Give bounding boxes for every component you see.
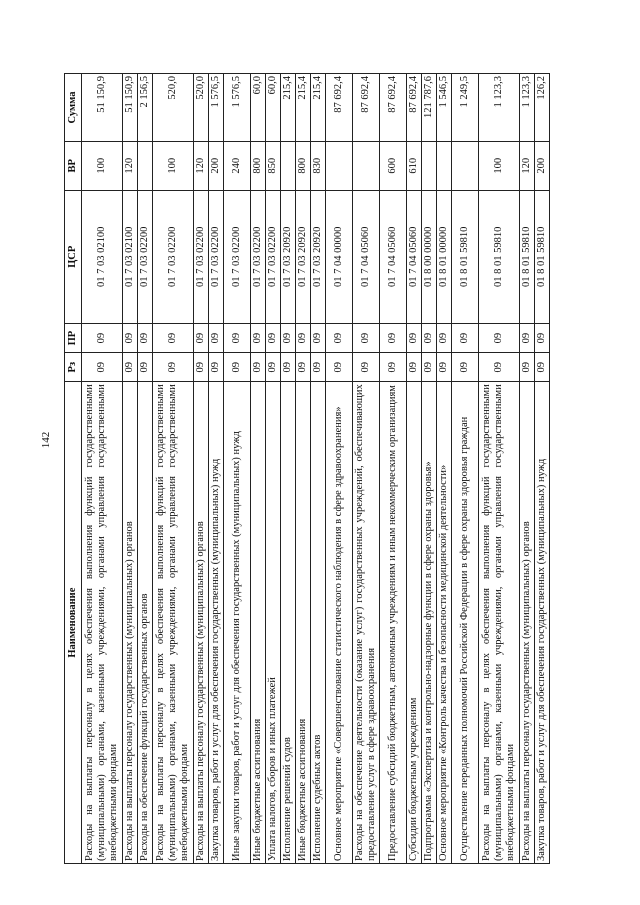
- cell-csr: 01 7 03 20920: [281, 190, 296, 323]
- cell-csr: 01 7 04 05060: [407, 190, 422, 323]
- cell-name: Исполнение решений судов: [281, 382, 296, 864]
- cell-sum: 1 249,5: [452, 74, 479, 142]
- cell-pr: 09: [209, 324, 224, 353]
- table-row: [194, 74, 209, 864]
- cell-rz: 09: [224, 353, 251, 382]
- cell-pr: 09: [520, 324, 535, 353]
- cell-csr: 01 7 03 02200: [251, 190, 266, 323]
- cell-vr: [452, 142, 479, 191]
- cell-pr: 09: [153, 324, 194, 353]
- cell-sum: 126,2: [535, 74, 550, 142]
- cell-sum: 87 692,4: [353, 74, 380, 142]
- cell-sum: 1 576,5: [209, 74, 224, 142]
- cell-vr: 200: [535, 142, 550, 191]
- cell-sum: 60,0: [266, 74, 281, 142]
- cell-vr: 610: [407, 142, 422, 191]
- cell-csr: 01 7 04 05060: [380, 190, 407, 323]
- cell-sum: 520,0: [194, 74, 209, 142]
- cell-vr: 120: [194, 142, 209, 191]
- cell-vr: 800: [251, 142, 266, 191]
- cell-csr: 01 7 03 02200: [194, 190, 209, 323]
- cell-pr: 09: [123, 324, 138, 353]
- cell-csr: 01 8 01 59810: [479, 190, 520, 323]
- cell-csr: 01 7 04 05060: [353, 190, 380, 323]
- cell-rz: 09: [123, 353, 138, 382]
- cell-pr: 09: [82, 324, 123, 353]
- cell-name: Осуществление переданных полномочий Российской Федерации в сфере охраны здоровья граждан: [452, 382, 479, 864]
- cell-csr: 01 7 03 02200: [224, 190, 251, 323]
- cell-sum: 1 576,5: [224, 74, 251, 142]
- table-row: [209, 74, 224, 864]
- cell-pr: 09: [353, 324, 380, 353]
- table-row: [353, 74, 380, 864]
- cell-vr: 120: [520, 142, 535, 191]
- cell-vr: 100: [479, 142, 520, 191]
- cell-sum: 1 123,3: [479, 74, 520, 142]
- cell-name: Расходы на выплаты персоналу государственных (муниципальных) органов: [520, 382, 535, 864]
- cell-sum: 87 692,4: [326, 74, 353, 142]
- table-row: [535, 74, 550, 864]
- rotated-page-content: [64, 73, 550, 864]
- cell-sum: 215,4: [281, 74, 296, 142]
- cell-pr: 09: [251, 324, 266, 353]
- cell-sum: 121 787,6: [422, 74, 437, 142]
- table-row: [311, 74, 326, 864]
- cell-name: Закупка товаров, работ и услуг для обеспечения государственных (муниципальных) нужд: [535, 382, 550, 864]
- cell-csr: 01 7 03 02200: [138, 190, 153, 323]
- cell-name: Расходы на выплаты персоналу государственных (муниципальных) органов: [123, 382, 138, 864]
- cell-pr: 09: [407, 324, 422, 353]
- cell-pr: 09: [326, 324, 353, 353]
- table-row: [266, 74, 281, 864]
- cell-name: Подпрограмма «Экспертиза и контрольно-надзорные функции в сфере охраны здоровья»: [422, 382, 437, 864]
- cell-rz: 09: [452, 353, 479, 382]
- cell-rz: 09: [380, 353, 407, 382]
- header-vr: ВР: [65, 142, 82, 191]
- table-row: [422, 74, 437, 864]
- cell-vr: 100: [82, 142, 123, 191]
- cell-rz: 09: [520, 353, 535, 382]
- cell-sum: 215,4: [296, 74, 311, 142]
- cell-csr: 01 7 03 02100: [123, 190, 138, 323]
- header-csr: ЦСР: [65, 190, 82, 323]
- cell-vr: [326, 142, 353, 191]
- cell-csr: 01 8 01 59810: [535, 190, 550, 323]
- cell-rz: 09: [437, 353, 452, 382]
- cell-rz: 09: [479, 353, 520, 382]
- cell-rz: 09: [353, 353, 380, 382]
- cell-pr: 09: [281, 324, 296, 353]
- cell-vr: [422, 142, 437, 191]
- cell-vr: 800: [296, 142, 311, 191]
- cell-rz: 09: [209, 353, 224, 382]
- cell-rz: 09: [251, 353, 266, 382]
- table-row: [452, 74, 479, 864]
- cell-vr: [281, 142, 296, 191]
- cell-sum: 1 123,3: [520, 74, 535, 142]
- budget-table: [64, 73, 550, 864]
- cell-name: Основное мероприятие «Контроль качества и безопасности медицинской деятельности»: [437, 382, 452, 864]
- cell-pr: 09: [535, 324, 550, 353]
- cell-vr: 200: [209, 142, 224, 191]
- cell-name: Иные закупки товаров, работ и услуг для обеспечения государственных (муниципальных) нужд: [224, 382, 251, 864]
- table-row: [82, 74, 123, 864]
- cell-name: Уплата налогов, сборов и иных платежей: [266, 382, 281, 864]
- table-row: [138, 74, 153, 864]
- cell-pr: 09: [194, 324, 209, 353]
- table-row: [407, 74, 422, 864]
- cell-name: Предоставление субсидий бюджетным, автономным учреждениям и иным некоммерческим организациям: [380, 382, 407, 864]
- page-number: 142: [40, 431, 52, 449]
- cell-vr: 830: [311, 142, 326, 191]
- table-row: [380, 74, 407, 864]
- table-row: [326, 74, 353, 864]
- cell-csr: 01 8 00 00000: [422, 190, 437, 323]
- cell-csr: 01 7 03 20920: [296, 190, 311, 323]
- header-name: Наименование: [65, 382, 82, 864]
- cell-name: Основное мероприятие «Совершенствование статистического наблюдения в сфере здравоохранения»: [326, 382, 353, 864]
- cell-sum: 60,0: [251, 74, 266, 142]
- cell-name: Иные бюджетные ассигнования: [296, 382, 311, 864]
- table-row: [437, 74, 452, 864]
- cell-pr: 09: [311, 324, 326, 353]
- cell-pr: 09: [266, 324, 281, 353]
- cell-vr: 120: [123, 142, 138, 191]
- cell-csr: 01 7 03 02200: [209, 190, 224, 323]
- cell-pr: 09: [422, 324, 437, 353]
- cell-name: Расходы на выплаты персоналу в целях обеспечения выполнения функций государственными (муниципальными) органами, казенными учреждениями, органами управления государственными внебюджетными фондами: [82, 382, 123, 864]
- table-row: [296, 74, 311, 864]
- cell-sum: 51 150,9: [82, 74, 123, 142]
- header-pr: ПР: [65, 324, 82, 353]
- cell-rz: 09: [82, 353, 123, 382]
- cell-csr: 01 7 03 20920: [311, 190, 326, 323]
- cell-name: Расходы на выплаты персоналу в целях обеспечения выполнения функций государственными (муниципальными) органами, казенными учреждениями, органами управления государственными внебюджетными фондами: [153, 382, 194, 864]
- cell-name: Расходы на обеспечение функций государственных органов: [138, 382, 153, 864]
- cell-sum: 215,4: [311, 74, 326, 142]
- cell-vr: 240: [224, 142, 251, 191]
- cell-csr: 01 7 03 02100: [82, 190, 123, 323]
- cell-pr: 09: [437, 324, 452, 353]
- cell-vr: 600: [380, 142, 407, 191]
- cell-sum: 51 150,9: [123, 74, 138, 142]
- cell-sum: 87 692,4: [407, 74, 422, 142]
- header-sum: Сумма: [65, 74, 82, 142]
- cell-name: Иные бюджетные ассигнования: [251, 382, 266, 864]
- cell-name: Субсидии бюджетным учреждениям: [407, 382, 422, 864]
- table-body: [82, 74, 550, 864]
- cell-rz: 09: [422, 353, 437, 382]
- cell-vr: 850: [266, 142, 281, 191]
- cell-name: Расходы на выплаты персоналу в целях обеспечения выполнения функций государственными (муниципальными) органами, казенными учреждениями, органами управления государственными внебюджетными фондами: [479, 382, 520, 864]
- table-row: [281, 74, 296, 864]
- cell-rz: 09: [311, 353, 326, 382]
- cell-rz: 09: [153, 353, 194, 382]
- cell-name: Исполнение судебных актов: [311, 382, 326, 864]
- cell-pr: 09: [224, 324, 251, 353]
- cell-rz: 09: [194, 353, 209, 382]
- cell-rz: 09: [281, 353, 296, 382]
- cell-csr: 01 8 01 59810: [520, 190, 535, 323]
- cell-name: Закупка товаров, работ и услуг для обеспечения государственных (муниципальных) нужд: [209, 382, 224, 864]
- cell-pr: 09: [296, 324, 311, 353]
- table-row: [224, 74, 251, 864]
- cell-sum: 87 692,4: [380, 74, 407, 142]
- cell-csr: 01 7 04 00000: [326, 190, 353, 323]
- table-header-row: [65, 74, 82, 864]
- header-rz: Рз: [65, 353, 82, 382]
- table-row: [153, 74, 194, 864]
- cell-name: Расходы на обеспечение деятельности (оказание услуг) государственных учреждений, обеспечивающих предоставление услуг в сфере здравоохранения: [353, 382, 380, 864]
- cell-pr: 09: [479, 324, 520, 353]
- table-row: [479, 74, 520, 864]
- cell-rz: 09: [326, 353, 353, 382]
- cell-sum: 2 156,5: [138, 74, 153, 142]
- table-row: [123, 74, 138, 864]
- cell-csr: 01 7 03 02200: [266, 190, 281, 323]
- cell-rz: 09: [138, 353, 153, 382]
- cell-vr: 100: [153, 142, 194, 191]
- table-row: [520, 74, 535, 864]
- cell-sum: 520,0: [153, 74, 194, 142]
- cell-csr: 01 7 03 02200: [153, 190, 194, 323]
- cell-csr: 01 8 01 00000: [437, 190, 452, 323]
- cell-vr: [138, 142, 153, 191]
- cell-pr: 09: [452, 324, 479, 353]
- cell-rz: 09: [296, 353, 311, 382]
- cell-name: Расходы на выплаты персоналу государственных (муниципальных) органов: [194, 382, 209, 864]
- cell-pr: 09: [380, 324, 407, 353]
- cell-vr: [353, 142, 380, 191]
- cell-rz: 09: [535, 353, 550, 382]
- cell-rz: 09: [407, 353, 422, 382]
- table-row: [251, 74, 266, 864]
- cell-pr: 09: [138, 324, 153, 353]
- cell-csr: 01 8 01 59810: [452, 190, 479, 323]
- cell-sum: 1 546,5: [437, 74, 452, 142]
- cell-rz: 09: [266, 353, 281, 382]
- cell-vr: [437, 142, 452, 191]
